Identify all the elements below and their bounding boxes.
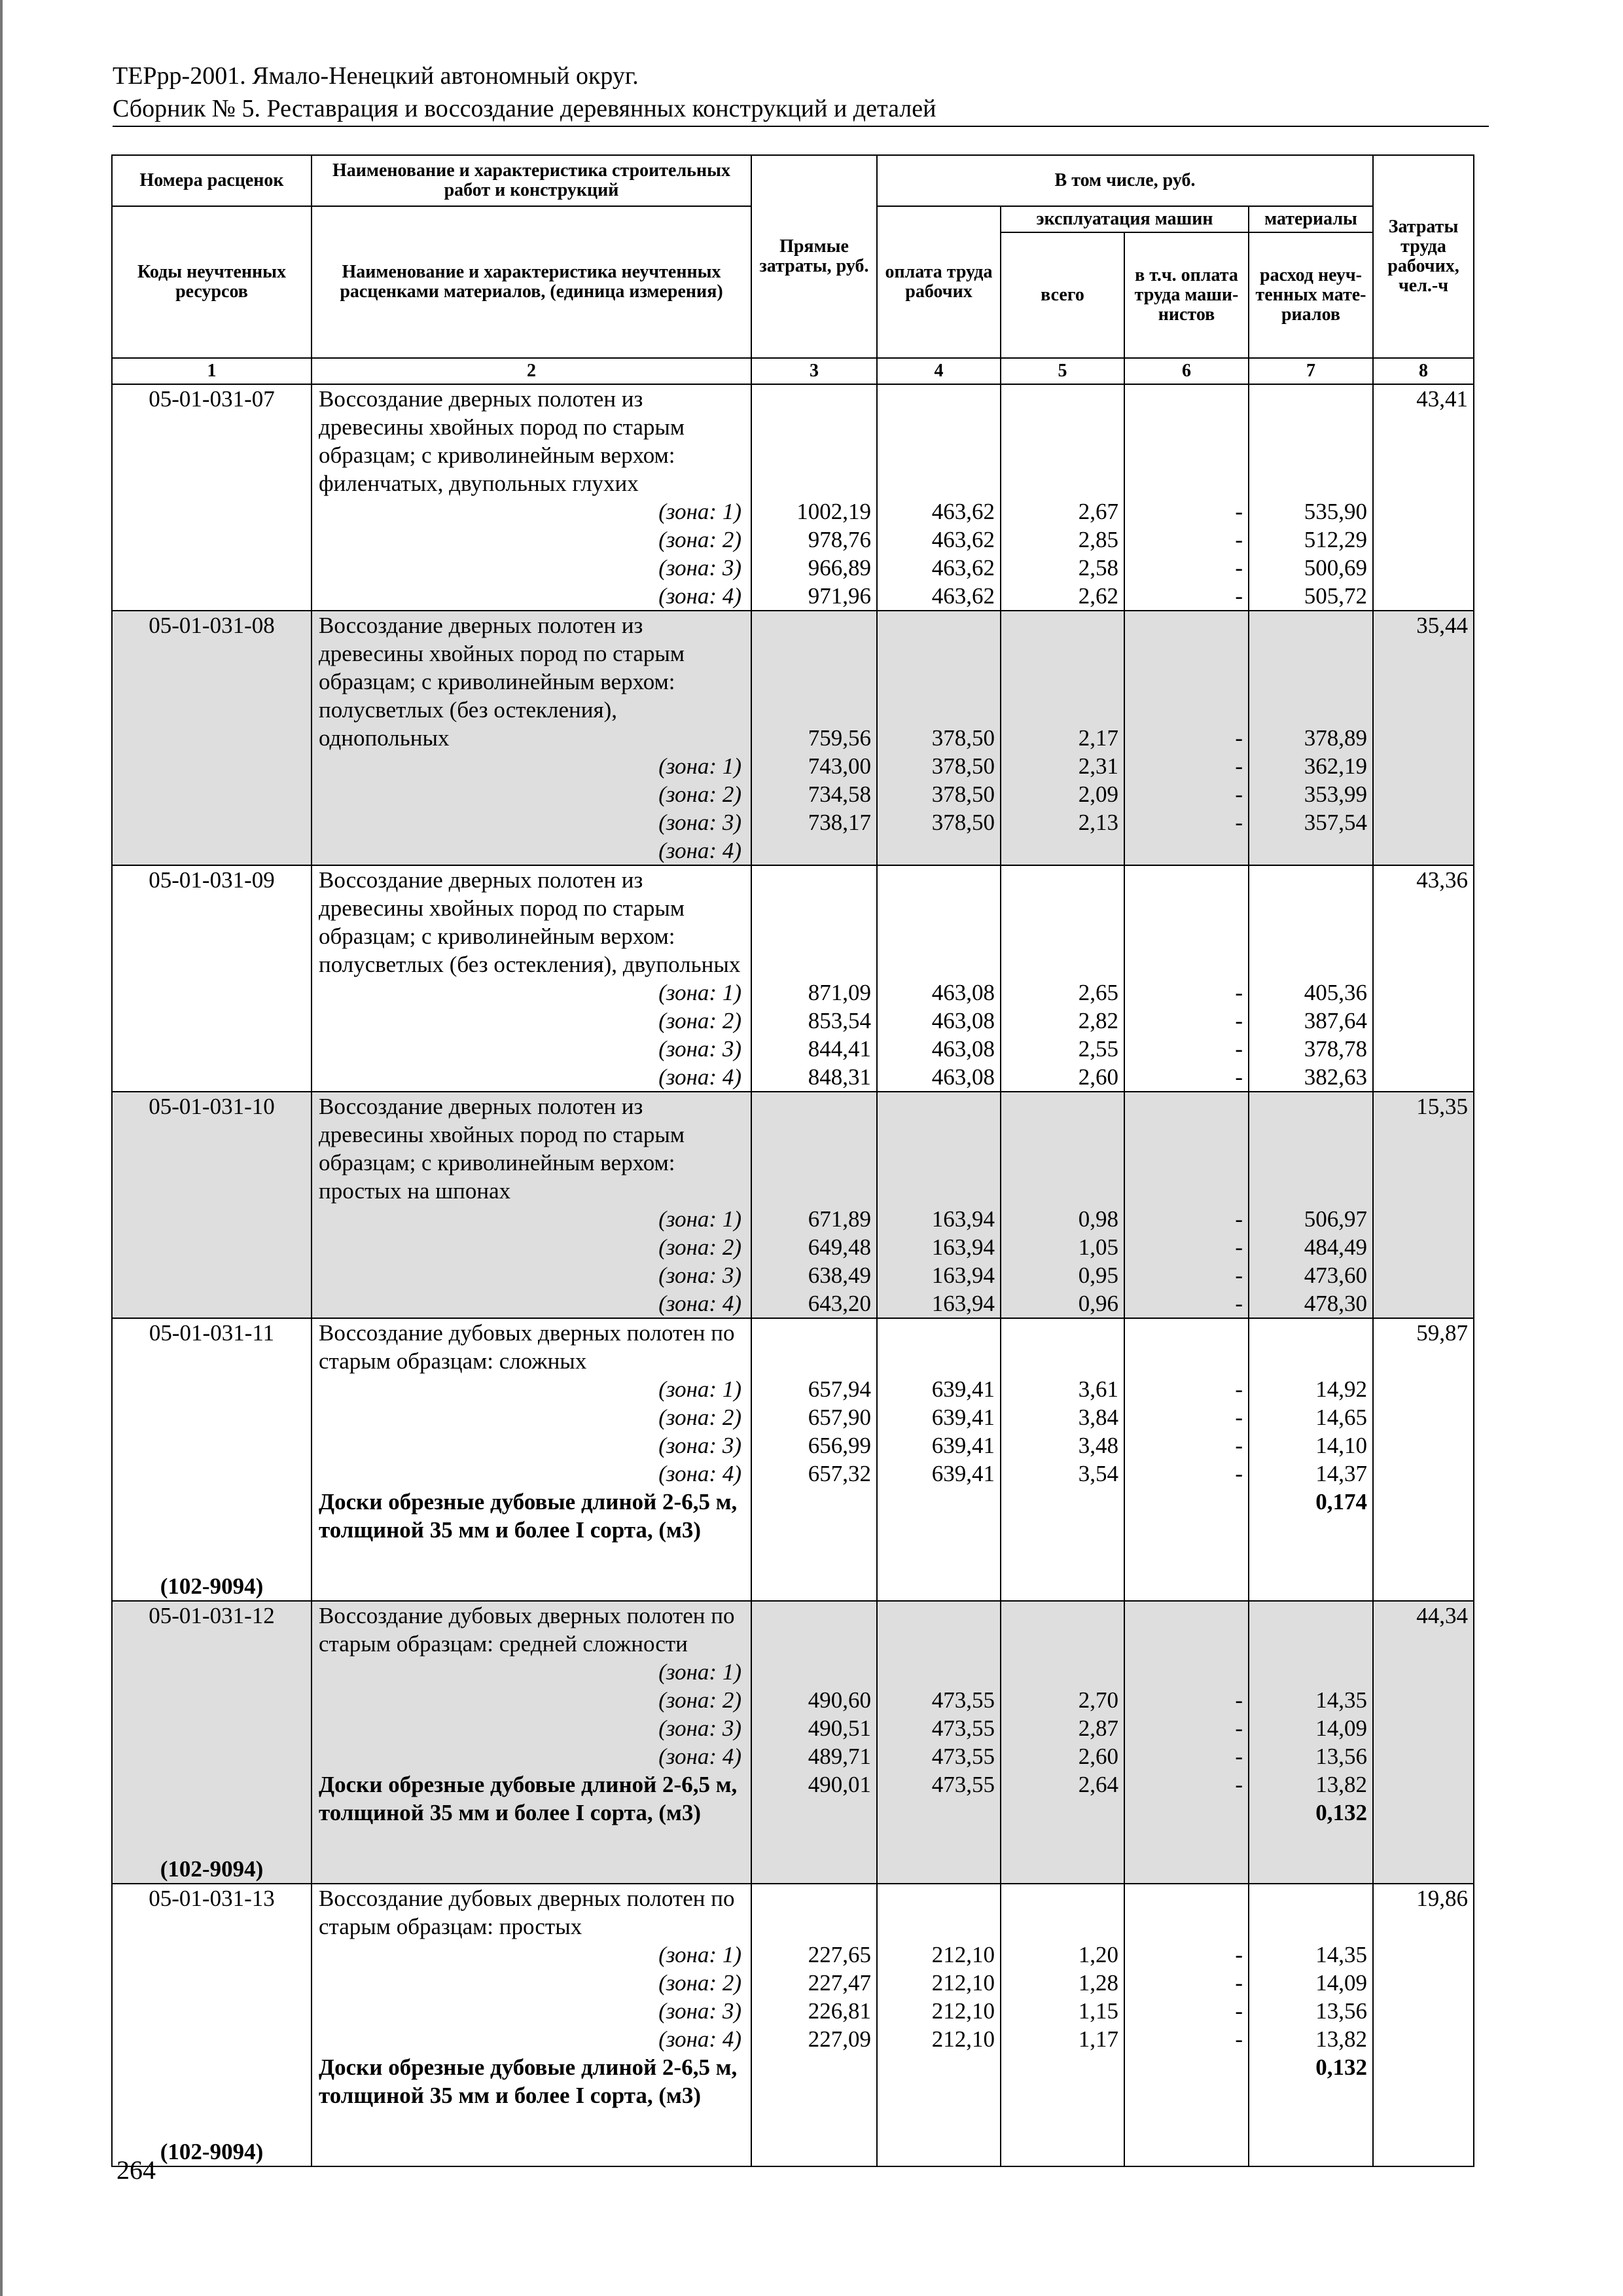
machines-value-cell [1001,1092,1124,1318]
work-name: Воссоздание дубовых дверных полотен по старым образцам: сложных [319,1320,735,1374]
rate-code: 05-01-031-08 [149,613,275,638]
direct-cost-value: 226,81 [808,1998,871,2024]
machines-pay-value-cell [1124,1318,1249,1601]
machines-value: 2,62 [1078,583,1118,609]
rate-code-cell [112,1884,312,2166]
running-header-title: ТЕРрр-2001. Ямало-Ненецкий автономный округ. [113,62,639,90]
materials-value: 505,72 [1304,583,1367,609]
materials-value: 506,97 [1304,1206,1367,1232]
col-num: 4 [877,358,1001,384]
rate-code-cell [112,865,312,1092]
machines-value: 0,95 [1078,1263,1118,1288]
th-materials: материалы [1249,206,1373,232]
direct-cost-value: 844,41 [808,1036,871,1062]
labor-pay-value: 378,50 [931,725,995,751]
labor-pay-value: 163,94 [931,1263,995,1288]
machines-value: 1,20 [1078,1942,1118,1967]
resource-qty: 0,132 [1315,1800,1367,1825]
machines-pay-value: - [1235,1405,1243,1430]
machines-value: 2,87 [1078,1715,1118,1741]
materials-value: 478,30 [1304,1291,1367,1316]
materials-value-cell [1249,1601,1373,1884]
materials-value: 357,54 [1304,810,1367,835]
labor-cost-value: 35,44 [1416,613,1468,638]
labor-pay-value: 463,62 [931,499,995,524]
zone-label: (зона: 2) [658,1687,741,1713]
materials-value: 14,37 [1315,1461,1367,1486]
machines-value: 1,05 [1078,1234,1118,1260]
th-machines-total: всего [1001,232,1124,358]
labor-cost-cell [1373,384,1474,611]
direct-cost-value: 759,56 [808,725,871,751]
materials-value: 13,82 [1315,2026,1367,2052]
direct-cost-value: 734,58 [808,781,871,807]
labor-pay-value: 463,62 [931,555,995,581]
zone-label: (зона: 2) [658,1970,741,1996]
zone-label: (зона: 3) [658,555,741,581]
rate-row [112,384,1474,611]
machines-pay-value: - [1235,1942,1243,1967]
machines-value: 2,13 [1078,810,1118,835]
machines-pay-value: - [1235,1263,1243,1288]
labor-cost-cell [1373,1318,1474,1601]
zone-label: (зона: 1) [658,1942,741,1967]
rate-code: 05-01-031-10 [149,1094,275,1119]
th-including: В том числе, руб. [877,155,1373,206]
work-name: Воссоздание дубовых дверных полотен по старым образцам: простых [319,1886,735,1939]
materials-value: 14,10 [1315,1433,1367,1458]
machines-value-cell [1001,384,1124,611]
work-name: Воссоздание дверных полотен из древесины хвойных пород по старым образцам; с криволинейным верхом: простых на шпонах [319,1094,685,1204]
zone-label: (зона: 1) [658,499,741,524]
materials-value: 484,49 [1304,1234,1367,1260]
machines-pay-value: - [1235,753,1243,779]
zone-label: (зона: 4) [658,838,741,863]
zone-label: (зона: 1) [658,753,741,779]
rate-row [112,1601,1474,1884]
labor-cost-cell [1373,865,1474,1092]
rate-name-cell [312,1884,751,2166]
labor-pay-value: 473,55 [931,1715,995,1741]
materials-value: 13,56 [1315,1744,1367,1769]
materials-value: 14,65 [1315,1405,1367,1430]
zone-label: (зона: 2) [658,1405,741,1430]
labor-pay-value: 163,94 [931,1234,995,1260]
zone-label: (зона: 2) [658,781,741,807]
direct-cost-value: 853,54 [808,1008,871,1033]
machines-value: 2,64 [1078,1772,1118,1797]
direct-cost-value-cell [751,1318,877,1601]
zone-label: (зона: 1) [658,1206,741,1232]
machines-value: 3,54 [1078,1461,1118,1486]
direct-cost-value-cell [751,611,877,865]
labor-pay-value-cell [877,865,1001,1092]
machines-value-cell [1001,865,1124,1092]
rate-row [112,1092,1474,1318]
labor-cost-cell [1373,1884,1474,2166]
materials-value: 500,69 [1304,555,1367,581]
labor-pay-value-cell [877,611,1001,865]
rate-row [112,1884,1474,2166]
zone-label: (зона: 4) [658,1744,741,1769]
th-labor-costs: Затраты труда рабочих, чел.-ч [1373,155,1474,358]
zone-label: (зона: 3) [658,1263,741,1288]
th-direct-costs: Прямые затраты, руб. [751,155,877,358]
direct-cost-value: 966,89 [808,555,871,581]
rate-name-cell [312,1601,751,1884]
labor-pay-value: 473,55 [931,1772,995,1797]
machines-pay-value: - [1235,1433,1243,1458]
materials-value-cell [1249,1092,1373,1318]
materials-value: 14,09 [1315,1715,1367,1741]
materials-value-cell [1249,611,1373,865]
direct-cost-value: 227,65 [808,1942,871,1967]
page-left-edge [0,0,3,2296]
zone-label: (зона: 3) [658,810,741,835]
rate-name-cell [312,1318,751,1601]
machines-pay-value: - [1235,1715,1243,1741]
page-number: 264 [116,2155,156,2185]
materials-value: 13,82 [1315,1772,1367,1797]
machines-value-cell [1001,1318,1124,1601]
machines-value: 3,61 [1078,1376,1118,1402]
rate-name-cell [312,611,751,865]
machines-pay-value: - [1235,1008,1243,1033]
direct-cost-value: 848,31 [808,1064,871,1090]
direct-cost-value-cell [751,384,877,611]
direct-cost-value: 657,94 [808,1376,871,1402]
machines-value: 0,96 [1078,1291,1118,1316]
machines-pay-value: - [1235,499,1243,524]
machines-pay-value: - [1235,2026,1243,2052]
direct-cost-value: 490,01 [808,1772,871,1797]
machines-value: 3,48 [1078,1433,1118,1458]
machines-pay-value-cell [1124,865,1249,1092]
machines-value: 2,60 [1078,1064,1118,1090]
machines-pay-value: - [1235,1206,1243,1232]
materials-value: 473,60 [1304,1263,1367,1288]
th-material-name: Наименование и характеристика неучтенных расценками материалов, (единица измерения) [312,206,751,358]
direct-cost-value-cell [751,1092,877,1318]
resource-qty: 0,174 [1315,1489,1367,1515]
rate-code-cell [112,1318,312,1601]
direct-cost-value: 649,48 [808,1234,871,1260]
work-name: Воссоздание дубовых дверных полотен по старым образцам: средней сложности [319,1603,735,1657]
materials-value: 14,35 [1315,1942,1367,1967]
materials-value: 378,78 [1304,1036,1367,1062]
header-rule [113,126,1489,127]
machines-value: 2,09 [1078,781,1118,807]
zone-label: (зона: 1) [658,1659,741,1685]
materials-value-cell [1249,1318,1373,1601]
resource-qty: 0,132 [1315,2054,1367,2080]
rate-code-cell [112,1092,312,1318]
labor-pay-value: 473,55 [931,1744,995,1769]
col-num: 5 [1001,358,1124,384]
rate-code: 05-01-031-07 [149,386,275,412]
materials-value: 378,89 [1304,725,1367,751]
machines-pay-value: - [1235,1970,1243,1996]
labor-pay-value: 463,08 [931,1036,995,1062]
rate-name-cell [312,1092,751,1318]
machines-value: 2,67 [1078,499,1118,524]
materials-value: 14,92 [1315,1376,1367,1402]
rate-code-cell [112,1601,312,1884]
materials-value: 353,99 [1304,781,1367,807]
rate-code: 05-01-031-09 [149,867,275,893]
labor-pay-value-cell [877,1884,1001,2166]
labor-pay-value: 463,08 [931,1064,995,1090]
labor-pay-value: 463,62 [931,527,995,552]
labor-pay-value: 212,10 [931,2026,995,2052]
zone-label: (зона: 4) [658,583,741,609]
machines-pay-value: - [1235,555,1243,581]
direct-cost-value: 490,60 [808,1687,871,1713]
labor-cost-value: 19,86 [1416,1886,1468,1911]
direct-cost-value: 643,20 [808,1291,871,1316]
direct-cost-value-cell [751,1601,877,1884]
labor-cost-value: 44,34 [1416,1603,1468,1628]
labor-pay-value: 212,10 [931,1942,995,1967]
labor-pay-value: 212,10 [931,1970,995,1996]
materials-value-cell [1249,865,1373,1092]
machines-value-cell [1001,1601,1124,1884]
machines-pay-value: - [1235,1772,1243,1797]
labor-pay-value: 639,41 [931,1461,995,1486]
rate-name-cell [312,384,751,611]
labor-cost-value: 59,87 [1416,1320,1468,1346]
labor-pay-value: 212,10 [931,1998,995,2024]
machines-pay-value-cell [1124,384,1249,611]
machines-pay-value: - [1235,1687,1243,1713]
machines-value: 2,58 [1078,555,1118,581]
machines-value: 2,60 [1078,1744,1118,1769]
zone-label: (зона: 2) [658,1234,741,1260]
col-num: 3 [751,358,877,384]
machines-pay-value: - [1235,725,1243,751]
machines-value: 2,65 [1078,980,1118,1005]
machines-value: 2,70 [1078,1687,1118,1713]
machines-pay-value: - [1235,527,1243,552]
labor-pay-value: 639,41 [931,1433,995,1458]
machines-value: 1,15 [1078,1998,1118,2024]
labor-pay-value: 163,94 [931,1206,995,1232]
machines-pay-value: - [1235,1744,1243,1769]
th-materials-unaccounted: расход неуч-тенных мате-риалов [1249,232,1373,358]
zone-label: (зона: 3) [658,1433,741,1458]
th-resource-codes: Коды неучтенных ресурсов [112,206,312,358]
zone-label: (зона: 3) [658,1998,741,2024]
labor-pay-value-cell [877,1318,1001,1601]
direct-cost-value: 657,90 [808,1405,871,1430]
th-machines: эксплуатация машин [1001,206,1249,232]
labor-pay-value-cell [877,384,1001,611]
zone-label: (зона: 1) [658,1376,741,1402]
machines-value: 1,28 [1078,1970,1118,1996]
labor-pay-value: 639,41 [931,1376,995,1402]
machines-value-cell [1001,1884,1124,2166]
labor-pay-value: 378,50 [931,810,995,835]
rate-name-cell [312,865,751,1092]
rate-code-cell [112,611,312,865]
col-num: 1 [112,358,312,384]
direct-cost-value: 978,76 [808,527,871,552]
labor-cost-cell [1373,1092,1474,1318]
rate-code: 05-01-031-13 [149,1886,275,1911]
materials-value: 13,56 [1315,1998,1367,2024]
rate-code-cell [112,384,312,611]
labor-pay-value-cell [877,1601,1001,1884]
rate-row [112,865,1474,1092]
machines-value: 1,17 [1078,2026,1118,2052]
direct-cost-value: 1002,19 [796,499,871,524]
materials-value: 382,63 [1304,1064,1367,1090]
direct-cost-value: 671,89 [808,1206,871,1232]
zone-label: (зона: 4) [658,1461,741,1486]
labor-cost-cell [1373,611,1474,865]
machines-pay-value: - [1235,1234,1243,1260]
zone-label: (зона: 3) [658,1715,741,1741]
rate-code: 05-01-031-12 [149,1603,275,1628]
materials-value: 405,36 [1304,980,1367,1005]
machines-pay-value-cell [1124,1884,1249,2166]
labor-pay-value: 378,50 [931,753,995,779]
labor-cost-value: 43,41 [1416,386,1468,412]
labor-pay-value: 473,55 [931,1687,995,1713]
labor-cost-cell [1373,1601,1474,1884]
resource-code: (102-9094) [160,1573,264,1599]
machines-value: 2,85 [1078,527,1118,552]
th-work-name: Наименование и характеристика строительных работ и конструкций [312,155,751,206]
col-num: 8 [1373,358,1474,384]
machines-pay-value: - [1235,810,1243,835]
work-name: Воссоздание дверных полотен из древесины хвойных пород по старым образцам; с криволинейным верхом: филенчатых, двупольных глухих [319,386,685,496]
machines-value: 2,55 [1078,1036,1118,1062]
direct-cost-value: 656,99 [808,1433,871,1458]
th-labor-pay: оплата труда рабочих [877,206,1001,358]
zone-label: (зона: 4) [658,2026,741,2052]
col-num: 6 [1124,358,1249,384]
th-rate-numbers: Номера расценок [112,155,312,206]
machines-pay-value: - [1235,583,1243,609]
resource-code: (102-9094) [160,2139,264,2164]
zone-label: (зона: 4) [658,1064,741,1090]
direct-cost-value: 871,09 [808,980,871,1005]
direct-cost-value-cell [751,865,877,1092]
machines-pay-value: - [1235,1998,1243,2024]
machines-pay-value: - [1235,1461,1243,1486]
direct-cost-value: 971,96 [808,583,871,609]
materials-value: 387,64 [1304,1008,1367,1033]
direct-cost-value: 489,71 [808,1744,871,1769]
rate-row [112,1318,1474,1601]
labor-pay-value: 639,41 [931,1405,995,1430]
machines-pay-value: - [1235,1064,1243,1090]
rates-table [111,154,1474,2167]
direct-cost-value: 657,32 [808,1461,871,1486]
direct-cost-value: 227,47 [808,1970,871,1996]
direct-cost-value: 738,17 [808,810,871,835]
labor-pay-value: 463,62 [931,583,995,609]
machines-pay-value: - [1235,980,1243,1005]
machines-value: 2,17 [1078,725,1118,751]
labor-pay-value-cell [877,1092,1001,1318]
labor-cost-value: 15,35 [1416,1094,1468,1119]
direct-cost-value: 743,00 [808,753,871,779]
machines-value-cell [1001,611,1124,865]
machines-pay-value-cell [1124,1092,1249,1318]
machines-pay-value: - [1235,1036,1243,1062]
labor-pay-value: 378,50 [931,781,995,807]
materials-value: 535,90 [1304,499,1367,524]
materials-value: 14,09 [1315,1970,1367,1996]
labor-cost-value: 43,36 [1416,867,1468,893]
machines-value: 0,98 [1078,1206,1118,1232]
work-name: Воссоздание дверных полотен из древесины хвойных пород по старым образцам; с криволинейным верхом: полусветлых (без остекления), однопольных [319,613,685,751]
zone-label: (зона: 2) [658,527,741,552]
machines-pay-value: - [1235,1291,1243,1316]
machines-value: 2,82 [1078,1008,1118,1033]
resource-name: Доски обрезные дубовые длиной 2-6,5 м, толщиной 35 мм и более I сорта, (м3) [319,1772,738,1825]
labor-pay-value: 463,08 [931,1008,995,1033]
machines-pay-value-cell [1124,611,1249,865]
col-num: 7 [1249,358,1373,384]
labor-pay-value: 163,94 [931,1291,995,1316]
machines-pay-value: - [1235,1376,1243,1402]
resource-code: (102-9094) [160,1856,264,1882]
materials-value: 362,19 [1304,753,1367,779]
rates-table-body [112,384,1474,2166]
zone-label: (зона: 1) [658,980,741,1005]
machines-pay-value-cell [1124,1601,1249,1884]
resource-name: Доски обрезные дубовые длиной 2-6,5 м, толщиной 35 мм и более I сорта, (м3) [319,2054,738,2108]
materials-value: 512,29 [1304,527,1367,552]
materials-value-cell [1249,1884,1373,2166]
materials-value: 14,35 [1315,1687,1367,1713]
running-header-subtitle: Сборник № 5. Реставрация и воссоздание деревянных конструкций и деталей [113,95,936,122]
col-num: 2 [312,358,751,384]
direct-cost-value: 490,51 [808,1715,871,1741]
direct-cost-value-cell [751,1884,877,2166]
resource-name: Доски обрезные дубовые длиной 2-6,5 м, толщиной 35 мм и более I сорта, (м3) [319,1489,738,1543]
zone-label: (зона: 2) [658,1008,741,1033]
direct-cost-value: 638,49 [808,1263,871,1288]
zone-label: (зона: 4) [658,1291,741,1316]
machines-value: 2,31 [1078,753,1118,779]
labor-pay-value: 463,08 [931,980,995,1005]
work-name: Воссоздание дверных полотен из древесины хвойных пород по старым образцам; с криволинейным верхом: полусветлых (без остекления), двупольных [319,867,741,977]
rate-row [112,611,1474,865]
rate-code: 05-01-031-11 [149,1320,275,1346]
zone-label: (зона: 3) [658,1036,741,1062]
direct-cost-value: 227,09 [808,2026,871,2052]
th-machines-pay: в т.ч. оплата труда маши-нистов [1124,232,1249,358]
materials-value-cell [1249,384,1373,611]
machines-value: 3,84 [1078,1405,1118,1430]
machines-pay-value: - [1235,781,1243,807]
